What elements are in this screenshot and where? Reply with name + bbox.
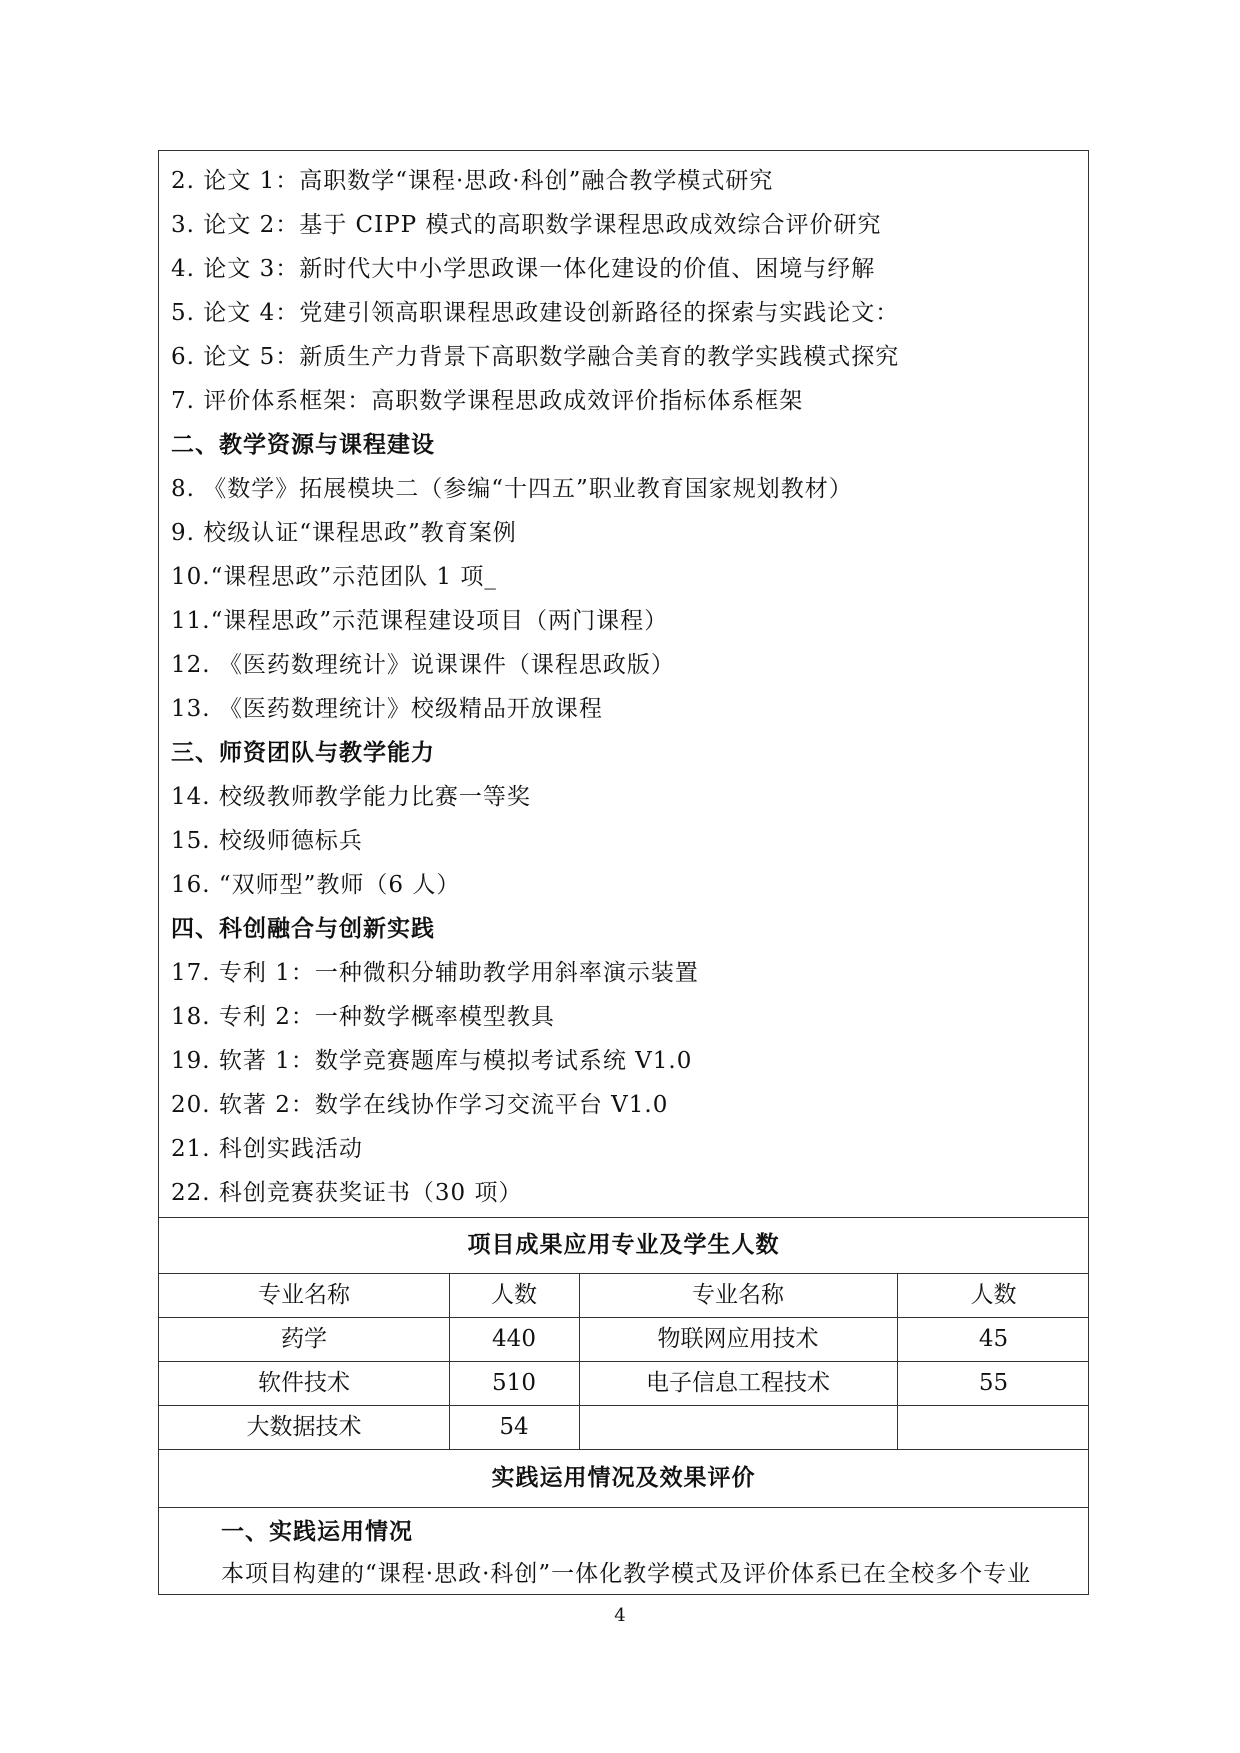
table-divider (159, 1507, 1088, 1508)
table-header-cell: 人数 (491, 1282, 537, 1308)
list-item: 12. 《医药数理统计》说课课件（课程思政版） (171, 652, 675, 678)
section-heading: 二、教学资源与课程建设 (171, 431, 435, 458)
table-cell: 大数据技术 (246, 1414, 362, 1440)
list-item: 16. “双师型”教师（6 人） (171, 872, 461, 898)
list-item: 3. 论文 2：基于 CIPP 模式的高职数学课程思政成效综合评价研究 (171, 212, 882, 238)
table-cell: 软件技术 (258, 1370, 350, 1396)
table-cell (579, 1405, 897, 1449)
page-number: 4 (614, 1605, 626, 1626)
evaluation-title: 实践运用情况及效果评价 (491, 1464, 756, 1491)
table-cell: 物联网应用技术 (657, 1326, 819, 1352)
table-header-cell: 专业名称 (258, 1282, 350, 1308)
table-cell: 电子信息工程技术 (646, 1370, 830, 1396)
list-item: 10.“课程思政”示范团队 1 项_ (171, 564, 497, 590)
list-item: 2. 论文 1：高职数学“课程·思政·科创”融合教学模式研究 (171, 168, 774, 194)
list-item: 5. 论文 4：党建引领高职课程思政建设创新路径的探索与实践论文： (171, 300, 900, 326)
list-item: 13. 《医药数理统计》校级精品开放课程 (171, 696, 603, 722)
section-heading: 四、科创融合与创新实践 (171, 915, 435, 942)
section-heading: 三、师资团队与教学能力 (171, 739, 435, 766)
table-header-cell: 专业名称 (692, 1282, 784, 1308)
table-cell: 510 (492, 1370, 536, 1396)
table-cell (897, 1405, 1090, 1449)
list-item: 6. 论文 5：新质生产力背景下高职数学融合美育的教学实践模式探究 (171, 344, 900, 370)
list-item: 17. 专利 1：一种微积分辅助教学用斜率演示装置 (171, 960, 699, 986)
table-cell: 药学 (281, 1326, 327, 1352)
table-cell: 54 (499, 1414, 529, 1440)
list-item: 15. 校级师德标兵 (171, 828, 363, 854)
list-item: 4. 论文 3：新时代大中小学思政课一体化建设的价值、困境与纾解 (171, 256, 876, 282)
achievement-list (159, 159, 1088, 1215)
list-item: 22. 科创竞赛获奖证书（30 项） (171, 1180, 523, 1206)
evaluation-paragraph: 本项目构建的“课程·思政·科创”一体化教学模式及评价体系已在全校多个专业 (221, 1561, 1032, 1587)
list-item: 14. 校级教师教学能力比赛一等奖 (171, 784, 531, 810)
list-item: 19. 软著 1：数学竞赛题库与模拟考试系统 V1.0 (171, 1048, 693, 1074)
table-cell: 440 (492, 1326, 536, 1352)
table-header-cell: 人数 (970, 1282, 1017, 1308)
list-item: 21. 科创实践活动 (171, 1136, 363, 1162)
list-item: 7. 评价体系框架：高职数学课程思政成效评价指标体系框架 (171, 388, 804, 414)
table-cell: 55 (978, 1370, 1009, 1396)
list-item: 9. 校级认证“课程思政”教育案例 (171, 520, 517, 546)
form-table (158, 150, 1089, 1595)
list-item: 11.“课程思政”示范课程建设项目（两门课程） (171, 608, 669, 634)
list-item: 20. 软著 2：数学在线协作学习交流平台 V1.0 (171, 1092, 669, 1118)
list-item: 8. 《数学》拓展模块二（参编“十四五”职业教育国家规划教材） (171, 476, 853, 502)
evaluation-subheading: 一、实践运用情况 (221, 1518, 413, 1545)
table-cell: 45 (978, 1326, 1009, 1352)
list-item: 18. 专利 2：一种数学概率模型教具 (171, 1004, 555, 1030)
application-table-title: 项目成果应用专业及学生人数 (467, 1231, 780, 1258)
